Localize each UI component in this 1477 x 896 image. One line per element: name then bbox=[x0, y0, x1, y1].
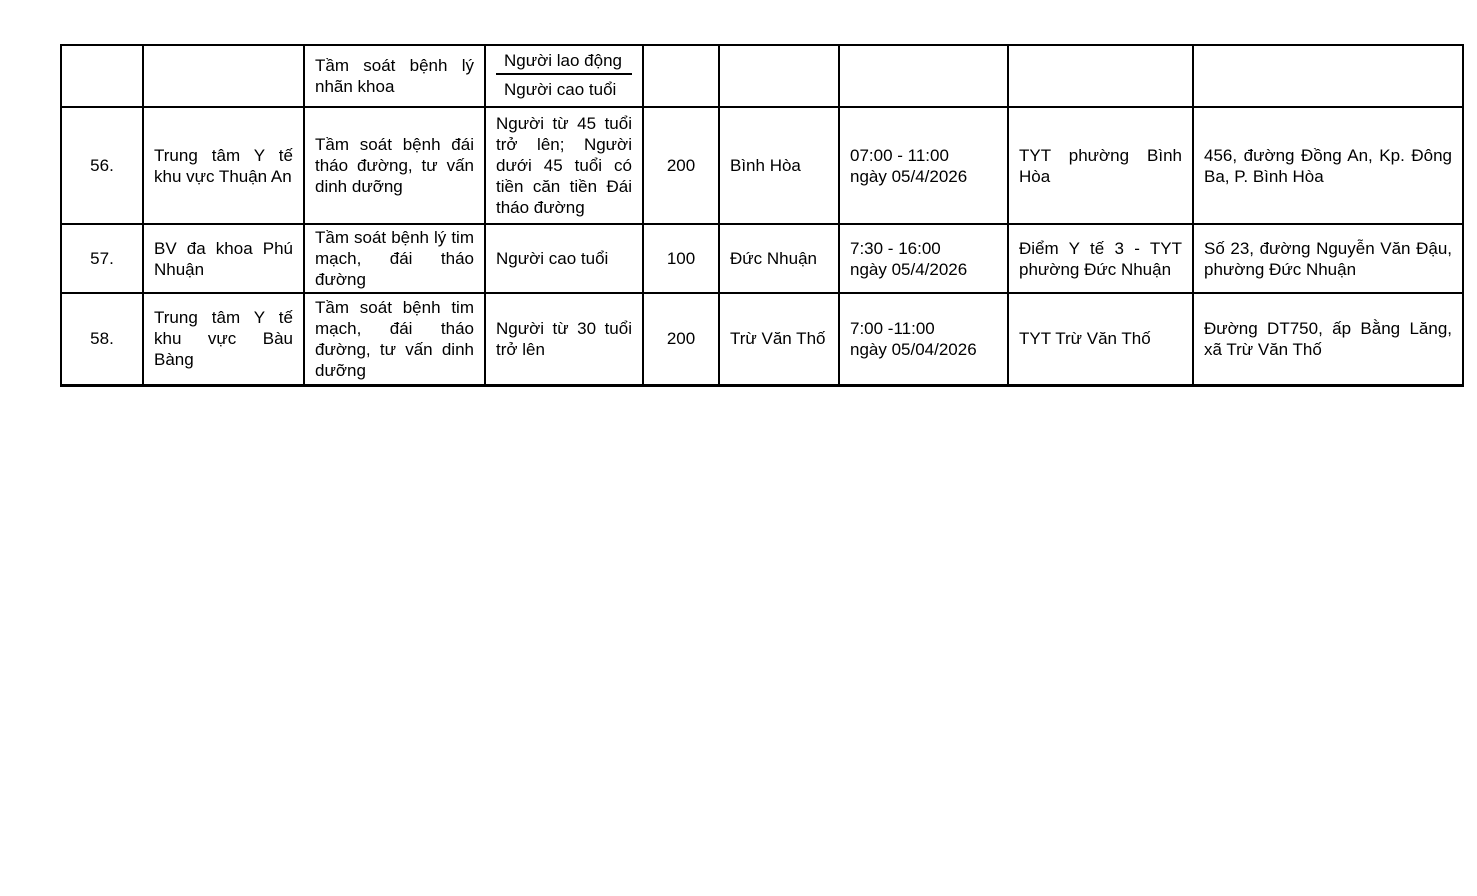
time-date: ngày 05/4/2026 bbox=[850, 166, 968, 186]
venue-cell: TYT Trừ Văn Thố bbox=[1008, 293, 1193, 385]
time-cell bbox=[839, 224, 1008, 293]
ward-cell: Bình Hòa bbox=[719, 107, 839, 224]
facility-cell: Trung tâm Y tế khu vực Thuận An bbox=[143, 107, 304, 224]
row-number-cell: 58. bbox=[61, 293, 143, 385]
time-cell bbox=[839, 107, 1008, 224]
quantity-cell: 100 bbox=[643, 224, 719, 293]
time-cell bbox=[839, 45, 1008, 107]
data-row-56 bbox=[61, 107, 1463, 224]
address-cell: Đường DT750, ấp Bằng Lăng, xã Trừ Văn Thố bbox=[1193, 293, 1463, 385]
address-cell: 456, đường Đồng An, Kp. Đông Ba, P. Bình Hòa bbox=[1193, 107, 1463, 224]
target-cell: Người từ 45 tuổi trở lên; Người dưới 45 tuổi có tiền căn tiền Đái tháo đường bbox=[485, 107, 643, 224]
data-row-57 bbox=[61, 224, 1463, 293]
target-cell bbox=[485, 45, 643, 107]
facility-cell bbox=[143, 45, 304, 107]
quantity-cell: 200 bbox=[643, 293, 719, 385]
time-date: ngày 05/04/2026 bbox=[850, 339, 977, 359]
quantity-cell: 200 bbox=[643, 107, 719, 224]
ward-cell bbox=[719, 45, 839, 107]
time-hours: 7:00 -11:00 bbox=[850, 318, 935, 338]
target-group-workers: Người lao động bbox=[496, 48, 632, 75]
address-cell: Số 23, đường Nguyễn Văn Đậu, phường Đức Nhuận bbox=[1193, 224, 1463, 293]
target-cell: Người từ 30 tuổi trở lên bbox=[485, 293, 643, 385]
facility-cell: BV đa khoa Phú Nhuận bbox=[143, 224, 304, 293]
screening-schedule-table bbox=[60, 44, 1464, 387]
screening-cell: Tầm soát bệnh đái tháo đường, tư vấn dinh dưỡng bbox=[304, 107, 485, 224]
row-number-cell: 57. bbox=[61, 224, 143, 293]
target-cell: Người cao tuổi bbox=[485, 224, 643, 293]
quantity-cell bbox=[643, 45, 719, 107]
target-group-elderly: Người cao tuổi bbox=[504, 80, 617, 99]
row-number-cell: 56. bbox=[61, 107, 143, 224]
venue-cell: Điểm Y tế 3 - TYT phường Đức Nhuận bbox=[1008, 224, 1193, 293]
time-cell bbox=[839, 293, 1008, 385]
time-hours: 7:30 - 16:00 bbox=[850, 238, 941, 258]
data-row-58 bbox=[61, 293, 1463, 385]
row-number-cell bbox=[61, 45, 143, 107]
time-hours: 07:00 - 11:00 bbox=[850, 145, 949, 165]
screening-cell: Tầm soát bệnh lý nhãn khoa bbox=[304, 45, 485, 107]
ward-cell: Trừ Văn Thố bbox=[719, 293, 839, 385]
venue-cell: TYT phường Bình Hòa bbox=[1008, 107, 1193, 224]
screening-cell: Tầm soát bệnh lý tim mạch, đái tháo đường bbox=[304, 224, 485, 293]
screening-cell: Tầm soát bệnh tim mạch, đái tháo đường, tư vấn dinh dưỡng bbox=[304, 293, 485, 385]
facility-cell: Trung tâm Y tế khu vực Bàu Bàng bbox=[143, 293, 304, 385]
time-date: ngày 05/4/2026 bbox=[850, 259, 968, 279]
address-cell bbox=[1193, 45, 1463, 107]
venue-cell bbox=[1008, 45, 1193, 107]
ward-cell: Đức Nhuận bbox=[719, 224, 839, 293]
carryover-row bbox=[61, 45, 1463, 107]
